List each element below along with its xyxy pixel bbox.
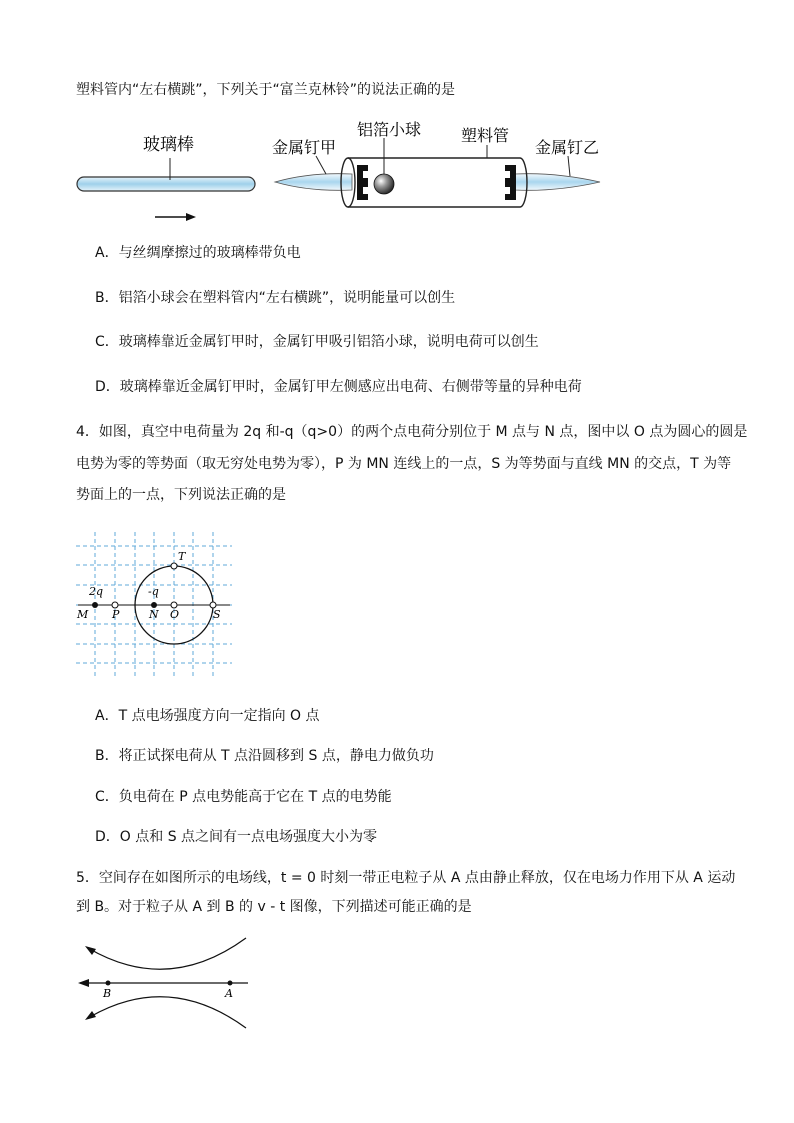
rod-label: 玻璃棒 bbox=[143, 135, 194, 155]
nail-b-label: 金属钉乙 bbox=[535, 138, 600, 157]
point-A bbox=[228, 981, 233, 986]
tube-label: 塑料管 bbox=[461, 126, 510, 145]
point-B bbox=[106, 981, 111, 986]
q4-option-b: B．将正试探电荷从 T 点沿圆移到 S 点，静电力做负功 bbox=[95, 748, 434, 764]
q4-figure bbox=[70, 528, 240, 680]
q5-stem-line-1: 5．空间存在如图所示的电场线，t = 0 时刻一带正电粒子从 A 点由静止释放，仅在电场力作用下从 A 运动 bbox=[76, 870, 736, 886]
cap-right bbox=[505, 165, 516, 200]
label-2q: 2q bbox=[89, 585, 104, 598]
label-M: M bbox=[77, 608, 89, 621]
q3-option-b: B．铝箔小球会在塑料管内“左右横跳”，说明能量可以创生 bbox=[95, 290, 456, 306]
q4-stem-line-3: 势面上的一点，下列说法正确的是 bbox=[76, 487, 286, 503]
label-B: B bbox=[103, 987, 112, 1000]
q3-option-c: C．玻璃棒靠近金属钉甲时，金属钉甲吸引铝箔小球，说明电荷可以创生 bbox=[95, 334, 539, 350]
q3-option-a: A．与丝绸摩擦过的玻璃棒带负电 bbox=[95, 245, 301, 261]
field-line-top bbox=[88, 938, 246, 969]
ball-label: 铝箔小球 bbox=[357, 120, 422, 139]
cap-left bbox=[357, 165, 368, 200]
label-P: P bbox=[112, 608, 120, 621]
q4-option-c: C．负电荷在 P 点电势能高于它在 T 点的电势能 bbox=[95, 789, 392, 805]
glass-rod bbox=[77, 177, 255, 191]
label-T: T bbox=[178, 550, 186, 563]
nail-a-label: 金属钉甲 bbox=[272, 138, 337, 157]
point-M bbox=[92, 602, 98, 608]
nail-right bbox=[515, 174, 600, 191]
q4-option-d: D．O 点和 S 点之间有一点电场强度大小为零 bbox=[95, 829, 378, 845]
label-A: A bbox=[225, 987, 233, 1000]
foil-ball bbox=[374, 174, 394, 194]
label-negq: -q bbox=[148, 585, 159, 598]
q4-option-a: A．T 点电场强度方向一定指向 O 点 bbox=[95, 708, 320, 724]
field-line-bottom bbox=[88, 997, 246, 1028]
q5-figure bbox=[70, 930, 260, 1030]
point-T bbox=[171, 563, 177, 569]
label-S: S bbox=[213, 608, 221, 621]
q4-stem-line-2: 电势为零的等势面（取无穷处电势为零），P 为 MN 连线上的一点，S 为等势面与直线 MN 的交点，T 为等 bbox=[76, 456, 732, 472]
q4-stem-line-1: 4．如图，真空中电荷量为 2q 和-q（q>0）的两个点电荷分别位于 M 点与 N 点，图中以 O 点为圆心的圆是 bbox=[76, 424, 748, 440]
q3-figure bbox=[60, 118, 620, 233]
label-O: O bbox=[170, 608, 180, 621]
label-N: N bbox=[149, 608, 159, 621]
q5-stem-line-2: 到 B。对于粒子从 A 到 B 的 v - t 图像，下列描述可能正确的是 bbox=[76, 899, 472, 915]
q3-option-d: D．玻璃棒靠近金属钉甲时，金属钉甲左侧感应出电荷、右侧带等量的异种电荷 bbox=[95, 379, 582, 395]
q3-stem: 塑料管内“左右横跳”，下列关于“富兰克林铃”的说法正确的是 bbox=[76, 82, 456, 98]
